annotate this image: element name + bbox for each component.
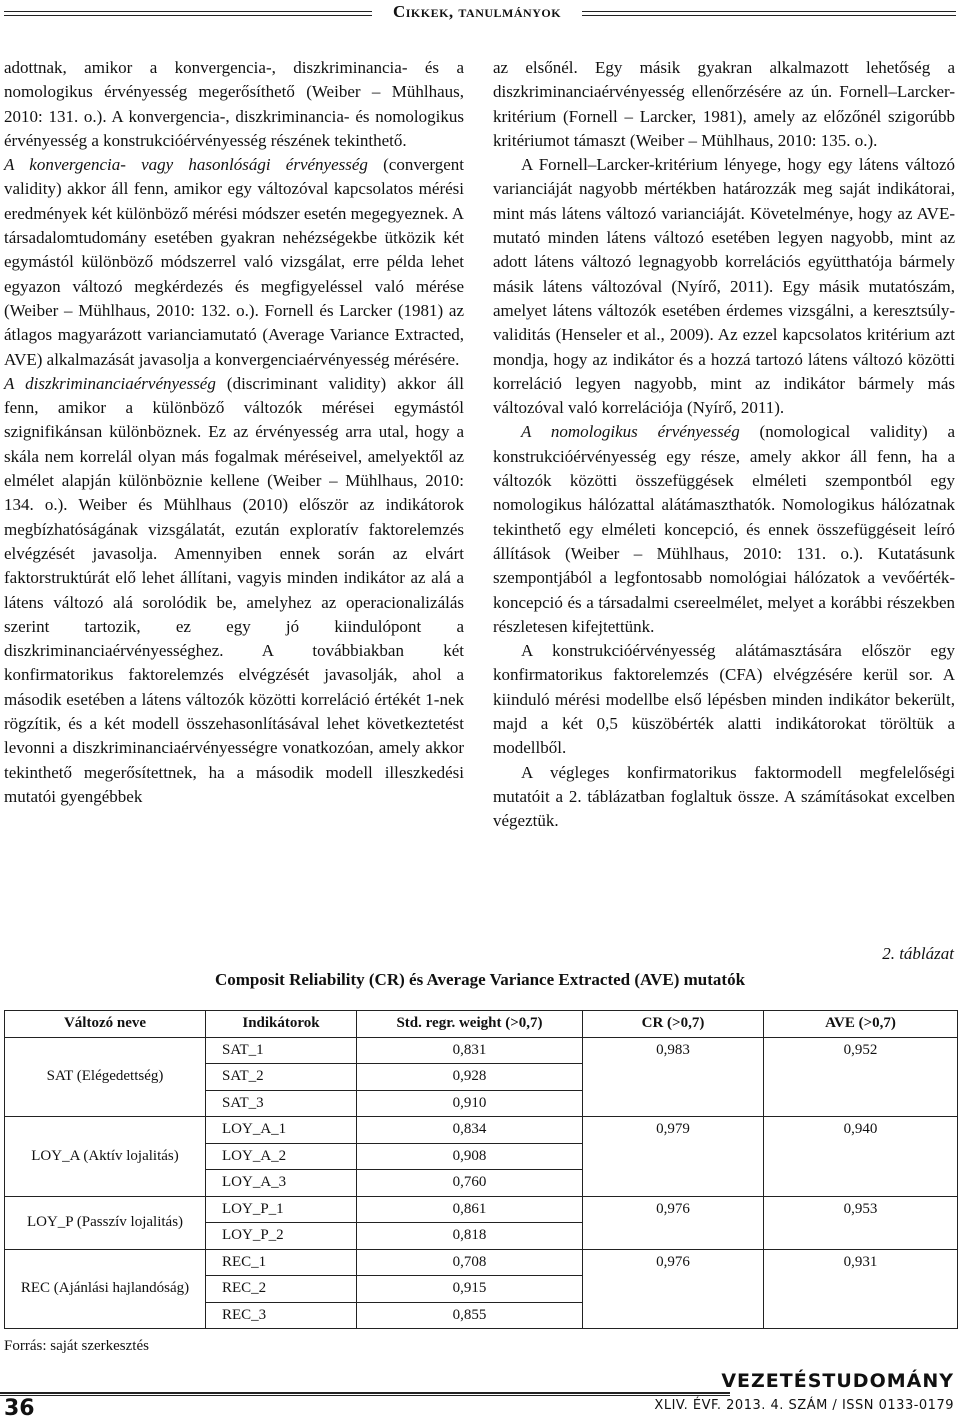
weight-cell: 0,818 xyxy=(357,1223,583,1250)
weight-cell: 0,834 xyxy=(357,1117,583,1144)
variable-name-cell: SAT (Elégedettség) xyxy=(5,1037,206,1117)
indicator-cell: REC_1 xyxy=(206,1249,357,1276)
paragraph xyxy=(493,56,955,153)
weight-cell: 0,861 xyxy=(357,1196,583,1223)
paragraph-text: A konstrukcióérvényesség alátámasztására először egy konfirmatorikus faktorelemzés (CFA) elvégzésére kerül sor. A kiinduló mérési modellbe első lépésben minden indikátor bekerült, majd a két 0,5 küszöbérték alatti indikátorokat töröltük a modellből. xyxy=(493,641,955,758)
cr-cell: 0,979 xyxy=(583,1117,764,1197)
page-number: 36 xyxy=(4,1396,35,1421)
header-cell: AVE (>0,7) xyxy=(764,1011,958,1038)
cr-cell: 0,976 xyxy=(583,1196,764,1249)
table-header-row xyxy=(5,1011,958,1038)
italic-term: A diszkriminanciaérvényesség xyxy=(4,373,216,393)
paragraph-text: (convergent validity) akkor áll fenn, amikor egy változóval kapcsolatos mérési eredmények két különböző mérési módszer esetén megegyeznek. A társadalomtudomány esetében gyakran nehézségekbe ütközik két egymástól különböző módszerrel való vizsgálat, erre példa lehet egyazon változó megkérdezés és megfigyeléssel való mérése (Weiber – Mühlhaus, 2010: 132. o.). Fornell és Larcker (1981) az átlagos magyarázott varianciamutató (Average Variance Extracted, AVE) alkalmazását javasolja a konvergenciaérvényesség mérésére. xyxy=(4,155,465,369)
variable-name-cell: LOY_A (Aktív lojalitás) xyxy=(5,1117,206,1197)
italic-term: A konvergencia- vagy hasonlósági érvényesség xyxy=(4,155,368,175)
left-column xyxy=(4,56,464,809)
indicator-cell: LOY_A_2 xyxy=(206,1143,357,1170)
weight-cell: 0,908 xyxy=(357,1143,583,1170)
header-cell: Változó neve xyxy=(5,1011,206,1038)
table-row xyxy=(5,1196,958,1223)
table-source: Forrás: saját szerkesztés xyxy=(4,1338,149,1354)
indicator-cell: LOY_A_3 xyxy=(206,1170,357,1197)
weight-cell: 0,831 xyxy=(357,1037,583,1064)
section-title: Cikkek, tanulmányok xyxy=(392,2,562,21)
header-rule-right xyxy=(582,11,956,16)
header-cell: CR (>0,7) xyxy=(583,1011,764,1038)
paragraph xyxy=(4,372,464,809)
indicator-cell: SAT_1 xyxy=(206,1037,357,1064)
paragraph-text: A végleges konfirmatorikus faktormodell megfelelőségi mutatóit a 2. táblázatban foglaltuk össze. A számításokat excelben végeztük. xyxy=(493,762,955,831)
header-cell: Indikátorok xyxy=(206,1011,357,1038)
table-row xyxy=(5,1117,958,1144)
paragraph xyxy=(493,153,955,420)
weight-cell: 0,928 xyxy=(357,1064,583,1091)
cr-cell: 0,983 xyxy=(583,1037,764,1117)
variable-name-cell: LOY_P (Passzív lojalitás) xyxy=(5,1196,206,1249)
indicator-cell: REC_2 xyxy=(206,1276,357,1303)
paragraph-text: (discriminant validity) akkor áll fenn, amikor a különböző változók mérései egymástól szignifikánsan különböznek. Ez az érvényesség arra utal, hogy a skála nem korrelál olyan más fogalmak méréseivel, amelyektől az elmélet alapján különböznie kellene (Weiber – Mühlhaus, 2010: 134. o.). Weiber és Mühlhaus (2010) először az indikátorok megbízhatóságának vizsgálatát, ezután exploratív faktorelemzés elvégzését javasolja. Amennyiben ennek során az elvárt faktorstruktúrát elő lehet állítani, vagyis minden indikátor az alá a látens változó alá sorolódik be, amelyhez az operacionalizálás szerint tartozik, ez egy jó kiindulópont a diszkriminanciaérvényességhez. A továbbiakban két konfirmatorikus faktorelemzés elvégzését javasolják, ahol a második esetében a látens változók közötti korreláció értékét 1-nek rögzítik, és a két modell összehasonlításával lehet következtetést levonni a diszkriminanciaérvényességre vonatkozóan, amely akkor tekinthető megerősítettnek, ha a második modell illeszkedési mutatói gyengébbek xyxy=(4,373,464,806)
table-title: Composit Reliability (CR) és Average Variance Extracted (AVE) mutatók xyxy=(214,970,746,989)
table-label: 2. táblázat xyxy=(882,944,954,963)
magazine-name: VEZETÉSTUDOMÁNY xyxy=(721,1370,954,1392)
paragraph-text: A Fornell–Larcker-kritérium lényege, hogy egy látens változó varianciáját nagyobb mértékben határozzák meg saját indikátorai, mint más látens változó varianciáját. Követelménye, hogy az AVE-mutató minden látens változó esetében legyen nagyobb, mint az adott látens változó legnagyobb korrelációs együtthatója bármely másik látens változóval (Nyírő, 2011). Egy másik mutatószám, amelyet látens változók esetében érdemes vizsgálni, a keresztsúly-validitás (Henseler et al., 2009). Az ezzel kapcsolatos kritérium azt mondja, hogy az indikátor és a hozzá tartozó látens változó közötti korreláció legyen nagyobb, mint az indikátor bármely más változóval való korrelációja (Nyírő, 2011). xyxy=(493,155,955,418)
paragraph xyxy=(493,639,955,760)
italic-term: A nomologikus érvényesség xyxy=(521,422,740,442)
paragraph xyxy=(4,153,464,372)
indicator-cell: SAT_2 xyxy=(206,1064,357,1091)
ave-cell: 0,953 xyxy=(764,1196,958,1249)
paragraph-text: adottnak, amikor a konvergencia-, diszkriminancia- és a nomologikus érvényesség megerősíthető (Weiber – Mühlhaus, 2010: 131. o.). A konvergencia-, diszkriminancia- és nomologikus érvényesség a konstrukcióérvényesség részének tekinthető. xyxy=(4,58,464,150)
running-header xyxy=(0,0,960,22)
paragraph xyxy=(493,420,955,639)
paragraph xyxy=(493,761,955,834)
results-table xyxy=(4,1010,958,1329)
footer-rule xyxy=(0,1392,730,1394)
cr-cell: 0,976 xyxy=(583,1249,764,1329)
indicator-cell: LOY_P_2 xyxy=(206,1223,357,1250)
ave-cell: 0,940 xyxy=(764,1117,958,1197)
weight-cell: 0,915 xyxy=(357,1276,583,1303)
indicator-cell: SAT_3 xyxy=(206,1090,357,1117)
issue-info: XLIV. ÉVF. 2013. 4. SZÁM / ISSN 0133-0179 xyxy=(654,1398,954,1413)
header-cell: Std. regr. weight (>0,7) xyxy=(357,1011,583,1038)
ave-cell: 0,952 xyxy=(764,1037,958,1117)
indicator-cell: REC_3 xyxy=(206,1302,357,1329)
weight-cell: 0,708 xyxy=(357,1249,583,1276)
footer-rule-thin xyxy=(0,1395,730,1396)
paragraph-text: (nomological validity) a konstrukcióérvényesség egy része, amely akkor áll fenn, ha a változók közötti összefüggések elméleti szempontból egy nomologikus hálózattal alátámaszthatók. Nomologikus hálózatnak tekinthető egy elméleti koncepció, és ennek összefüggéseit leíró állítások (Weiber – Mühlhaus, 2010: 131. o.). Kutatásunk szempontjából a legfontosabb nomológiai hálózatok a vevőérték-koncepció és a társadalmi csereelmélet, melyet a korábbi részekben részletesen kifejtettünk. xyxy=(493,422,955,636)
paragraph-text: az elsőnél. Egy másik gyakran alkalmazott lehetőség a diszkriminanciaérvényesség ellenőrzésére az ún. Fornell–Larcker-kritérium (Fornell – Larcker, 1981), amely az előzőnél szigorúbb kritériumot támaszt (Weiber – Mühlhaus, 2010: 135. o.). xyxy=(493,58,955,150)
variable-name-cell: REC (Ajánlási hajlandóság) xyxy=(5,1249,206,1329)
right-column xyxy=(493,56,955,834)
header-rule-left xyxy=(4,11,372,16)
paragraph xyxy=(4,56,464,153)
weight-cell: 0,855 xyxy=(357,1302,583,1329)
table-row xyxy=(5,1037,958,1064)
indicator-cell: LOY_P_1 xyxy=(206,1196,357,1223)
ave-cell: 0,931 xyxy=(764,1249,958,1329)
table-row xyxy=(5,1249,958,1276)
weight-cell: 0,760 xyxy=(357,1170,583,1197)
weight-cell: 0,910 xyxy=(357,1090,583,1117)
indicator-cell: LOY_A_1 xyxy=(206,1117,357,1144)
